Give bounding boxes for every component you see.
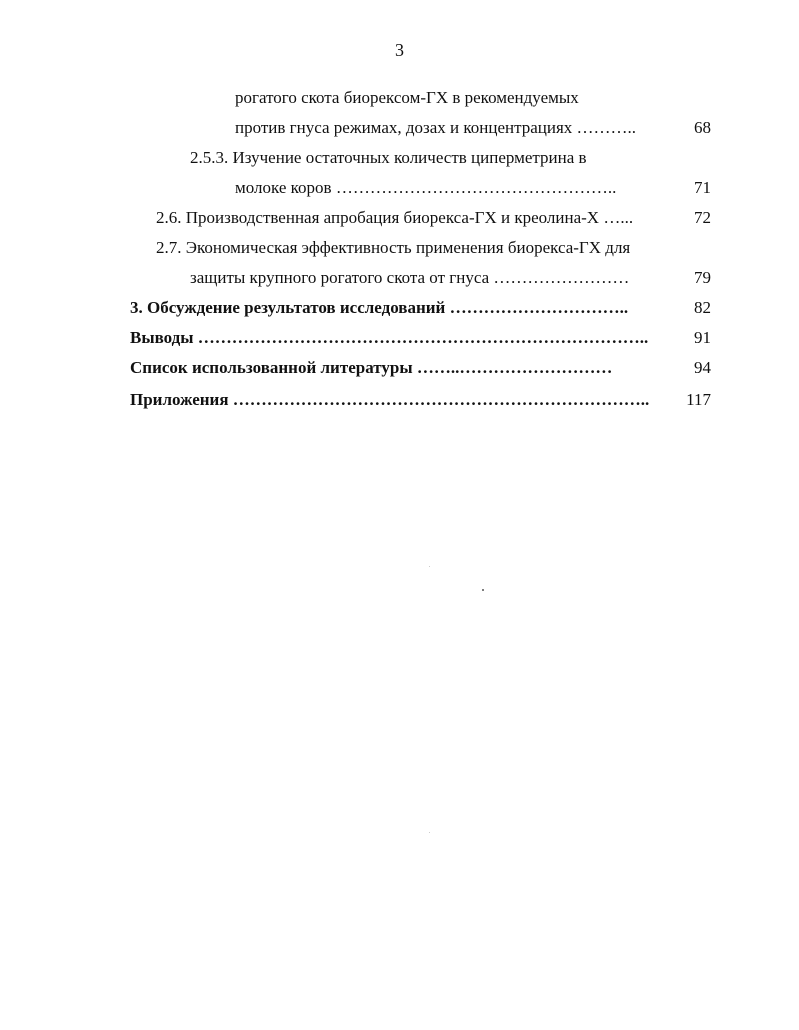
toc-page-number: 79 (694, 268, 711, 287)
toc-entry-2-5-3-line2: молоке коров ………………………………………….. (235, 178, 617, 197)
toc-entry-2-6: 2.6. Производственная апробация биорекса-ГХ и креолина-Х …... (156, 208, 634, 227)
toc-page-number: 82 (694, 298, 711, 317)
page-number: 3 (395, 40, 404, 60)
toc-entry-2-7-line2: защиты крупного рогатого скота от гнуса …………………… (190, 268, 630, 287)
toc-page-number: 117 (686, 390, 711, 409)
scan-speck (429, 832, 430, 833)
toc-page-number: 72 (694, 208, 711, 227)
toc-page-number: 94 (694, 358, 711, 377)
toc-page-number: 68 (694, 118, 711, 137)
toc-entry-references: Список использованной литературы ……..……………………… (130, 358, 613, 377)
toc-page-number: 91 (694, 328, 711, 347)
toc-entry-conclusions: Выводы …………………………………………………………………….. (130, 328, 649, 347)
toc-entry-2-7-line1: 2.7. Экономическая эффективность применения биорекса-ГХ для (156, 238, 631, 257)
toc-entry-chapter-3: 3. Обсуждение результатов исследований ………………………….. (130, 298, 629, 317)
toc-entry-2-5-3-line1: 2.5.3. Изучение остаточных количеств циперметрина в (190, 148, 587, 167)
toc-entry-appendices: Приложения ……………………………………………………………….. (130, 390, 650, 409)
toc-entry-2-5-2-line2: против гнуса режимах, дозах и концентрациях ……….. (235, 118, 637, 137)
scan-speck (429, 566, 430, 567)
scan-speck (482, 589, 484, 591)
toc-entry-2-5-2-line1: рогатого скота биорексом-ГХ в рекомендуемых (235, 88, 579, 107)
toc-page-number: 71 (694, 178, 711, 197)
